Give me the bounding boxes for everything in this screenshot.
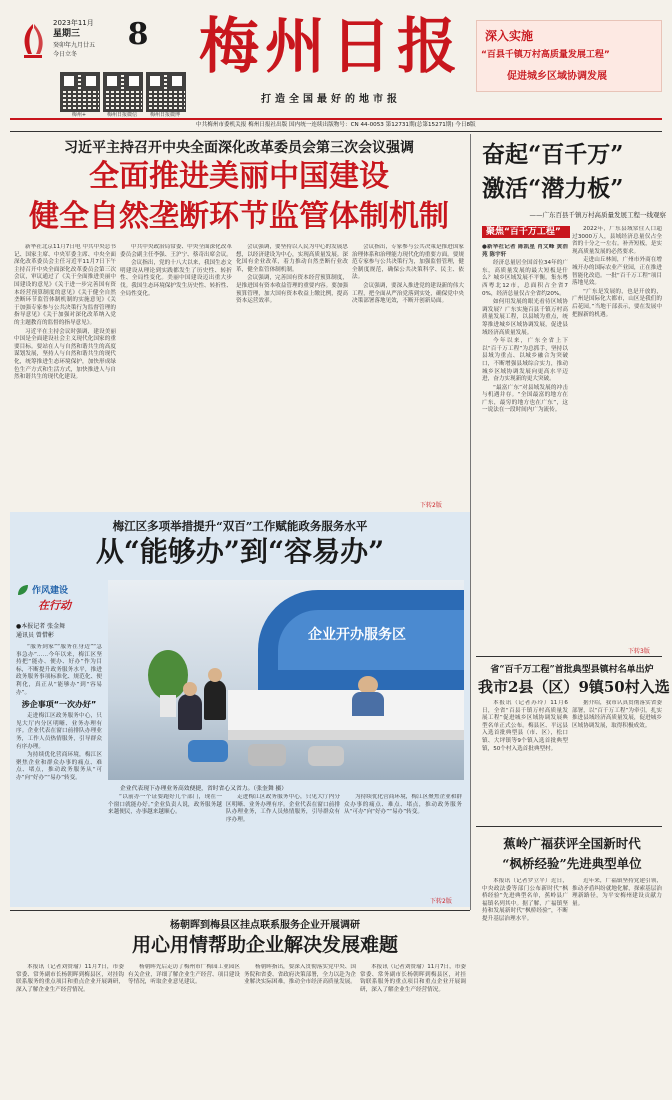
feature2-body-col-1 bbox=[16, 644, 102, 900]
lunar-date: 癸卯年九月廿五 bbox=[53, 42, 96, 49]
feature-paragraph: 2022年，广东县域常住人口超过3000万人，县域经济总量仅占全省的十分之一左右。补齐短板，是实现高质量发展的必然要求。 bbox=[572, 226, 662, 255]
issue-date: 2023年11月 bbox=[53, 19, 94, 27]
feature-byline: ●新华社记者 陈凯星 肖文峰 黄浩苑 陈宇轩 bbox=[482, 244, 568, 258]
feature2-byline: ●本报记者 张金舞 通讯员 曾惜彬 bbox=[16, 623, 66, 639]
qr-label-3: 梅州日报微博 bbox=[149, 112, 180, 118]
news2-paragraph: 近年来，广福镇坚持党建引领，推动矛盾纠纷就地化解，探索基层治理新路径，为平安梅州建设贡献力量。 bbox=[572, 878, 662, 907]
qr-label-1: 梅州+ bbox=[71, 112, 87, 118]
feature2-continued[interactable]: 下转2版 bbox=[430, 898, 452, 905]
feature-body-col-1 bbox=[482, 244, 568, 644]
lead-continued[interactable]: 下转2版 bbox=[420, 502, 442, 509]
feature2-paragraph: 走进梅江区政务服务中心，只见大厅内分区明晰、业务办理有序。企业代表在窗口前排队办理业务，工作人员热情服务，引导群众有序办理。 bbox=[16, 713, 102, 750]
lead-paragraph: 会议指出，党的十八大以来，我国生态文明建设从理论到实践都发生了历史性、转折性、全局性变化。美丽中国建设迈出重大步伐。我国生态环境保护发生历史性、转折性、全局性变化。 bbox=[120, 260, 232, 297]
bottom-body-col-3 bbox=[244, 964, 356, 1096]
lead-body-col-4 bbox=[352, 244, 464, 506]
lead-kicker: 习近平主持召开中央全面深化改革委员会第三次会议强调 bbox=[64, 140, 414, 156]
column-badge-title: 作风建设 bbox=[32, 586, 69, 596]
badge-leaf-icon bbox=[16, 582, 30, 596]
qr-code-1[interactable] bbox=[60, 72, 100, 112]
lead-headline-1[interactable]: 全面推进美丽中国建设 bbox=[89, 159, 389, 194]
info-bar: 中共梅州市委机关报 梅州日报社出版 国内统一连续出版物号：CN 44-0053 第12731期(总第15271期) 今日8版 bbox=[196, 122, 476, 128]
feature-body-col-2 bbox=[572, 226, 662, 644]
lead-paragraph: 会议指出，专家参与公共决策是推进国家治理体系和治理能力现代化的重要方面。要规范专家参与公共决策行为，加强监督管理，健全制度规范，确保公共决策科学、民主、依法。 bbox=[352, 244, 464, 281]
feature2-paragraph: 为持续优化营商环境，梅江区聚焦企业和群众办事的痛点、难点、堵点，推动政务服务从“可办”向“好办”“易办”转变。 bbox=[344, 794, 462, 816]
feature2-body-col-4 bbox=[344, 794, 462, 902]
news1-kicker: 省“百千万工程”首批典型县镇村名单出炉 bbox=[490, 665, 654, 675]
feature-paragraph: 如何用发展的眼光看待区域协调发展？广东实施百县千镇万村高质量发展工程，以县域为重点，统筹推进城乡区域协调发展，促进县域经济高质量发展。 bbox=[482, 299, 568, 336]
news2-body-col-2 bbox=[572, 878, 662, 1094]
feature-paragraph: 今年以来，广东全省上下以“百千万工程”为总抓手，坚持以县域为重点、以城乡融合为突破口，不断增强县域综合实力，推动城乡区域协调发展向更高水平迈进，奋力实现新的更大突破。 bbox=[482, 338, 568, 383]
qr-label-2: 梅州日报微信 bbox=[106, 112, 137, 118]
news1-paragraph: 本报讯（记者苏玲）11月6日，全省“百县千镇万村高质量发展工程”促进城乡区域协调发展典型名单正式公布。梅县区、平远县入选首批典型县（市、区），松口镇、大坪镇等9个镇入选首批典型镇，50个村入选首批典型村。 bbox=[482, 700, 568, 752]
masthead bbox=[0, 0, 672, 118]
feature-continued[interactable]: 下转3版 bbox=[628, 648, 650, 655]
feature2-paragraph: 为持续优化营商环境，梅江区聚焦企业和群众办事的痛点、难点、堵点，推动政务服务从“可办”向“好办”“易办”转变。 bbox=[16, 752, 102, 781]
lead-body-col-3 bbox=[236, 244, 348, 506]
promo-box[interactable] bbox=[476, 20, 662, 92]
feature-paragraph: 经济总量居全国首位34年的广东，高质量发展的最大短板是什么？城乡区域发展不平衡。集东粤西粤北12市，总面积占全省70%，经济总量仅占全省约20%。 bbox=[482, 260, 568, 297]
newspaper-title: 梅州日报 bbox=[199, 12, 463, 82]
newspaper-slogan: 打造全国最好的地市报 bbox=[261, 94, 401, 105]
lead-paragraph: 中共中央政治局常委、中央全面深化改革委员会副主任李强、王沪宁、蔡奇出席会议。 bbox=[120, 244, 232, 258]
solar-term: 今日立冬 bbox=[53, 51, 78, 58]
photo-sign-text: 企业开办服务区 bbox=[308, 627, 406, 643]
qr-code-3[interactable] bbox=[146, 72, 186, 112]
bottom-paragraph: 本报讯（记者刘赞瑜）11月7日，市委常委、常务副市长杨朝晖到梅县区，对挂钩联系服务的重点项目和重点企业开展调研，深入了解企业生产经营情况。 bbox=[360, 964, 466, 993]
feature-paragraph: “广东是发展的，也是开放的，广州是国际化大都市，山区是我们的后花园。”当地干部表示，要在发展中把握新的机遇。 bbox=[572, 288, 662, 318]
lead-paragraph: 会议强调，要深入推进党的建设新的伟大工程，把全面从严治党落到实处，确保党中央决策部署落地见效，不断开创新局面。 bbox=[352, 282, 464, 305]
issue-weekday: 星期三 bbox=[53, 29, 81, 39]
feature2-paragraph: “以前办一个证要跑好几个部门，现在一个窗口就能办好。”企业负责人说，政务服务越来越便民，办事越来越顺心。 bbox=[108, 794, 222, 816]
promo-bottom: 促进城乡区域协调发展 bbox=[507, 71, 607, 82]
bottom-body-col-2 bbox=[128, 964, 240, 1096]
bottom-kicker: 杨朝晖到梅县区挂点联系服务企业开展调研 bbox=[170, 920, 360, 931]
lead-body-col-1 bbox=[14, 244, 116, 506]
news2-headline-2[interactable]: “枫桥经验”先进典型单位 bbox=[502, 856, 642, 871]
news1-body-col-2 bbox=[572, 700, 662, 818]
promo-top: 深入实施 bbox=[485, 29, 534, 43]
feature2-photo[interactable] bbox=[108, 580, 464, 780]
lead-paragraph: 习近平在主持会议时强调，建设美丽中国是全面建设社会主义现代化国家的重要目标。要站在人与自然和谐共生的高度谋划发展，坚持人与自然和谐共生的现代化，统筹推进生态环境保护，加快形成绿色生产方式和生活方式，加快推进人与自然和谐共生的现代化建设。 bbox=[14, 328, 116, 381]
bottom-paragraph: 本报讯（记者刘赞瑜）11月7日，市委常委、常务副市长杨朝晖到梅县区，对挂钩联系服务的重点项目和重点企业开展调研，深入了解企业生产经营情况。 bbox=[16, 964, 124, 993]
feature-headline-2[interactable]: 激活“潜力板” bbox=[482, 175, 624, 202]
news1-body-col-1 bbox=[482, 700, 568, 818]
news2-body-col-1 bbox=[482, 878, 568, 1094]
promo-middle: “百县千镇万村高质量发展工程” bbox=[481, 50, 610, 60]
lead-headline-2[interactable]: 健全自然垄断环节监管体制机制 bbox=[29, 199, 449, 234]
news2-paragraph: 本报讯（记者罗立平）近日，中央政法委等部门公布新时代“枫桥经验”先进典型名单，蕉岭县广福镇名列其中。据了解，广福镇坚持和发展新时代“枫桥经验”，不断提升基层治理水平。 bbox=[482, 878, 568, 922]
feature-paragraph: “最富广东”对县域发展的冲击与机遇并存。“全国最富的地方在广东，最穷的地方也在广东”，这一说法在一段时间内广为流传。 bbox=[482, 384, 568, 414]
feature2-body-col-2 bbox=[108, 794, 222, 902]
feature-subtitle: ——广东百县千镇万村高质量发展工程一线观察 bbox=[529, 211, 666, 219]
feature-paragraph: 走进山丘林间，广州市外商在增城开办的国际农业产业园，正在推进智能化改造。一批“百千万工程”项目落地见效。 bbox=[572, 257, 662, 287]
column-badge-sub: 在行动 bbox=[38, 599, 71, 612]
feature2-body-col-3 bbox=[226, 794, 340, 902]
lead-paragraph: 会议强调，要坚持以人民为中心的发展思想，以经济建设为中心，实现高质量发展。深化国有企业改革，着力推动自然垄断行业改革，健全监管体制机制。 bbox=[236, 244, 348, 273]
bottom-headline[interactable]: 用心用情帮助企业解决发展难题 bbox=[131, 934, 398, 956]
lead-paragraph: 新华社北京11月7日电 中共中央总书记、国家主席、中央军委主席、中央全面深化改革委员会主任习近平11月7日下午主持召开中央全面深化改革委员会第三次会议，审议通过了《关于全面推进美丽中国建设的意见》《关于进一步完善国有资本经营预算制度的意见》《关于健全自然垄断环节监管体制机制的实施意见》《关于加强专家参与公共决策行为监督管理的指导意见》《关于加强对深化改革纳入党的主题教育的监督的指导意见》。 bbox=[14, 244, 116, 326]
newspaper-logo-icon bbox=[18, 22, 48, 60]
lead-body-col-2 bbox=[120, 244, 232, 506]
feature2-kicker: 梅江区多项举措提升“双百”工作赋能政务服务水平 bbox=[112, 519, 368, 533]
news1-paragraph: 据介绍，我市认真贯彻落实省委部署，以“百千万工程”为牵引，扎实推进县域经济高质量发展，促进城乡区域协调发展，取得积极成效。 bbox=[572, 700, 662, 729]
feature2-headline[interactable]: 从“能够办”到“容易办” bbox=[95, 535, 385, 568]
bottom-paragraph: 杨朝晖指出，要深入贯彻落实党中央、国务院和省委、省政府决策部署，全力以赴为企业解决实际困难，推动全市经济高质量发展。 bbox=[244, 964, 356, 986]
feature-headline-1[interactable]: 奋起“百千万” bbox=[482, 141, 624, 168]
bottom-body-col-4 bbox=[360, 964, 466, 1096]
lead-paragraph: 会议强调，完善国有资本经营预算制度，是推进国有资本收益管理的重要内容。要加强预算管理，加大国有资本收益上缴比例，提高资本运营效率。 bbox=[236, 275, 348, 305]
feature-tag: 聚焦“百千万工程” bbox=[482, 226, 570, 238]
feature2-paragraph: “服务到家”“服务在身边”“急事急办”……今年以来，梅江区坚持把“能办、便办、好办”作为目标，不断提升政务服务水平，推进政务服务事项标准化、规范化、便利化，真正从“能够办”到“容易办”。 bbox=[16, 644, 102, 696]
bottom-body-col-1 bbox=[16, 964, 124, 1096]
news1-headline[interactable]: 我市2县（区）9镇50村入选 bbox=[478, 678, 670, 696]
feature2-photo-caption: 企业代表现下办理业务高效便捷，省时省心又省力。（张奎舞 摄） bbox=[120, 786, 288, 792]
feature2-subhead: 涉企事项“一次办好” bbox=[21, 700, 97, 710]
qr-code-2[interactable] bbox=[103, 72, 143, 112]
news2-headline-1[interactable]: 蕉岭广福获评全国新时代 bbox=[503, 836, 641, 851]
feature2-paragraph: 走进梅江区政务服务中心，只见大厅内分区明晰、业务办理有序。企业代表在窗口前排队办理业务，工作人员热情服务，引导群众有序办理。 bbox=[226, 794, 340, 823]
bottom-paragraph: 杨朝晖先后走访了梅州市广梅园工业园区有关企业，详细了解企业生产经营、项目建设等情况，听取企业意见建议。 bbox=[128, 964, 240, 986]
day-number: 8 bbox=[127, 17, 149, 52]
column-badge bbox=[14, 580, 100, 620]
